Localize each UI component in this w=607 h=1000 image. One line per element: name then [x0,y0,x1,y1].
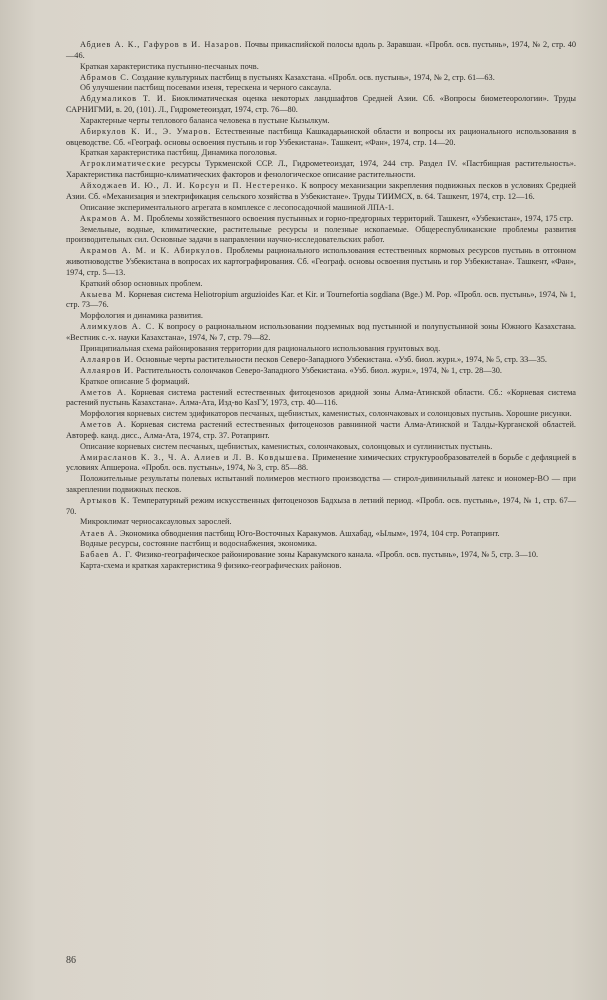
entry-citation: Создание культурных пастбищ в пустынях Казахстана. «Пробл. осв. пустынь», 1974, № 2, стр. 61—63. [131,72,495,82]
entry-annotation: Земельные, водные, климатические, растительные ресурсы и полезные ископаемые. Общереспубликанские проблемы развития производительных сил. Основные задачи в направлении научно-исследовательских работ. [66,224,576,245]
bibliography-entry [66,322,576,354]
entry-reference [66,73,576,84]
entry-reference [66,40,576,62]
entry-annotation: Микроклимат черносаксауловых зарослей. [80,517,232,527]
entry-author: Амирасланов К. З., Ч. А. Алиев и Л. В. Ковдышева. [80,452,310,462]
entry-citation: Биоклиматическая оценка некоторых ландшафтов Средней Азии. Сб. «Вопросы биометеорологии». Труды САРНИГМИ, в. 20, (101). Л., Гидрометеоиздат, 1974, стр. 76—80. [66,94,576,115]
entry-citation: ресурсы Туркменской ССР. Л., Гидрометеоиздат, 1974, 244 стр. Раздел IV. «Пастбищная растительность». Характеристика пастбищно-климатических факторов и фенологическое описание растительности. [66,159,576,180]
bibliography-entry [66,127,576,159]
bibliography-entry [66,550,576,572]
entry-citation: Корневая система растений естественных фитоценозов равнинной части Алма-Атинской и Талды-Курганской областей. Автореф. канд. дисс., Алма-Ата, 1974, стр. 37. Ротапринт. [66,420,577,440]
bibliography-entry [66,496,576,528]
entry-reference [66,181,576,203]
entry-author: Агроклиматические [80,159,167,169]
bibliography-entry [66,94,576,126]
entry-reference [66,246,576,278]
entry-citation: Корневая система растений естественных фитоценозов аридной зоны Алма-Атинской области. Сб.: «Корневая система растений пустынь Казахстана». Алма-Ата, Изд-во КазГУ, 1973, стр. 40—116. [66,387,576,408]
entry-reference [66,529,576,540]
entry-author: Абдумаликов Т. И. [80,94,167,104]
entry-reference [66,290,576,312]
entry-annotation: Морфология и динамика развития. [80,311,203,321]
entry-annotation: Краткая характеристика пастбищ. Динамика поголовья. [80,148,277,158]
entry-annotation: Краткий обзор основных проблем. [80,278,203,288]
entry-author: Абиркулов К. И., Э. Умаров. [80,126,212,136]
entry-annotation: Краткая характеристика пустынно-песчаных почв. [80,61,259,71]
entry-reference [66,453,576,475]
entry-annotation: Водные ресурсы, состояние пастбищ и водоснабжения, экономика. [80,539,317,549]
bibliography-entry [66,355,576,366]
entry-annotation: Краткое описание 5 формаций. [80,376,190,386]
entry-author: Айходжаев И. Ю., Л. И. Корсун и П. Нестеренко. [80,181,299,191]
entry-citation: Применение химических структурообразователей в борьбе с дефляцией в условиях Апшерона. «Пробл. осв. пустынь», 1974, № 3, стр. 85—88. [66,452,576,473]
entry-citation: Естественные пастбища Кашкадарьинской области и вопросы их рационального использования в овцеводстве. Сб. «Географ. основы освоения пустынь и гор Узбекистана». Ташкент, «Фан», 1974, стр. 14—20. [66,126,576,147]
entry-author: Абдиев А. К., Гафуров в И. Назаров. [80,40,243,49]
entry-citation: Растительность солончаков Северо-Западного Узбекистана. «Узб. биол. журн.», 1974, № 1, стр. 28—30. [136,365,502,375]
bibliography-entry [66,246,576,289]
entry-reference [66,420,576,442]
bibliography-entry [66,366,576,388]
bibliography-entry [66,214,576,246]
bibliography-entry [66,290,576,322]
entry-citation: К вопросу механизации закрепления подвижных песков в условиях Средней Азии. Сб. «Механизация и электрификация сельского хозяйства в Узбекистане». Труды ТИИМСХ, в. 64. Ташкент, 1974, стр. 12—16. [66,181,576,201]
entry-annotation: Характерные черты теплового баланса человека в пустыне Кызылкум. [80,115,330,125]
bibliography-entry [66,420,576,452]
entry-reference [66,366,576,377]
entry-citation: Проблемы рационального использования естественных кормовых ресурсов пустынь в отгонном животноводстве Узбекистана в вопросах их картографирования. Сб. «Географ. основы освоения пустынь и гор Узбекистана». Ташкент, «Фан», 1974, стр. 5—13. [66,246,576,277]
entry-author: Аллаяров И. [80,354,135,364]
entry-citation: Проблемы хозяйственного освоения пустынных и горно-предгорных территорий. Ташкент, «Узбекистан», 1974, 175 стр. [146,213,574,223]
entry-annotation: Принципиальная схема районирования территории для рационального использования грунтовых вод. [80,343,441,353]
entry-reference [66,550,576,561]
entry-citation: Корневая система Heliotropium arguzioides Kar. et Kir. и Tournefortia sogdiana (Bge.) M. Pop. «Пробл. осв. пустынь», 1974, № 1, стр. 73—76. [66,289,576,310]
entry-reference [66,322,576,344]
entry-citation: Физико-географическое районирование зоны Каракумского канала. «Пробл. осв. пустынь», 1974, № 5, стр. 3—10. [134,550,539,560]
entry-reference [66,355,576,366]
entry-citation: Температурный режим искусственных фитоценозов Бадхыза в летний период. «Пробл. осв. пустынь», 1974, № 1, стр. 67—70. [66,495,577,516]
entry-reference [66,94,576,116]
entry-author: Аметов А. [80,420,127,430]
entry-author: Акрамов А. М. и К. Абиркулов. [80,246,224,256]
entry-citation: Основные черты растительности песков Северо-Западного Узбекистана. «Узб. биол. журн.», 1974, № 5, стр. 33—35. [136,354,547,364]
bibliography-entry [66,181,576,213]
bibliography-entry [66,529,576,551]
entry-reference [66,159,576,181]
entry-author: Бабаев А. Г. [80,550,133,560]
entry-reference [66,214,576,225]
entry-reference [66,496,576,518]
entry-annotation: Описание корневых систем песчаных, щебнистых, каменистых, солончаковых, солонцовых и суглинистых пустынь. [80,441,493,451]
entry-author: Аллаяров И. [80,365,135,375]
entry-citation: К вопросу о рациональном использовании подземных вод пустынной и полупустынной зоны Южного Казахстана. «Вестник с.-х. науки Казахстана», 1974, № 7, стр. 79—82. [66,322,576,342]
entry-annotation: Положительные результаты полевых испытаний полимеров местного производства — стирол-дивинильный латекс и иономер-ВО — при закреплении подвижных песков. [66,474,576,494]
bibliography-entry [66,40,576,72]
entry-citation: Экономика обводнения пастбищ Юго-Восточных Каракумов. Ашхабад, «Ылым», 1974, 104 стр. Ротапринт. [120,528,500,538]
entry-annotation: Морфология корневых систем эдификаторов песчаных, щебнистых, каменистых, солончаковых и солонцовых пустынь. Хорошие рисунки. [80,409,572,419]
page-number: 86 [66,955,76,966]
entry-author: Абрамов С. [80,72,130,82]
entry-author: Артыков К. [80,495,131,505]
entry-citation: Почвы прикаспийской полосы вдоль р. Заравшан. «Пробл. осв. пустынь», 1974, № 2, стр. 40—46. [66,40,576,60]
entry-author: Атаев А. [80,528,118,538]
bibliography-entry [66,73,576,95]
bibliography-entry [66,388,576,420]
entry-reference [66,127,576,149]
bibliography-entry [66,453,576,496]
entry-annotation: Об улучшении пастбищ посевами изеня, терескена и черного саксаула. [80,83,332,93]
entry-author: Алимкулов А. С. [80,322,156,332]
bibliography-list [66,40,576,572]
entry-author: Акрамов А. М. [80,213,145,223]
entry-annotation: Описание экспериментального агрегата в комплексе с лесопосадочной машиной ЛПА-1. [80,202,394,212]
entry-annotation: Карта-схема и краткая характеристика 9 физико-географических районов. [80,561,342,571]
entry-reference [66,388,576,410]
entry-author: Акыева М. [80,289,127,299]
bibliography-entry [66,159,576,181]
entry-author: Аметов А. [80,387,127,397]
